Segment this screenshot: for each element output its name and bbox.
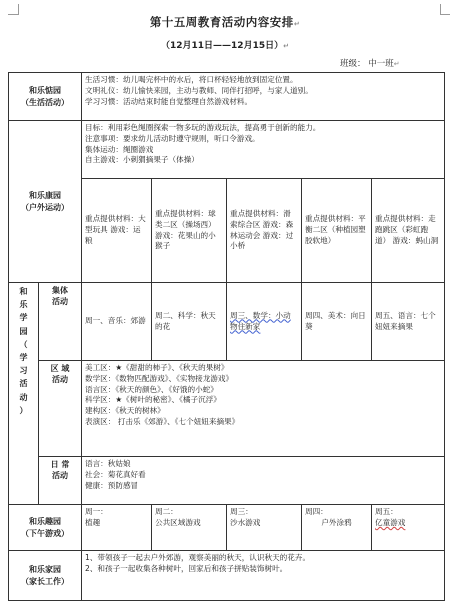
outdoor-content: [82, 121, 445, 179]
daily-activity-content: [82, 457, 445, 505]
daily-line: 社会：菊花真好看: [85, 469, 146, 479]
class-label: 班级： 中一班↵: [340, 59, 400, 69]
play-day-cell: 周三： 沙水游戏: [227, 505, 302, 551]
outdoor-line: 注意事项：要求幼儿活动时遵守规则，听口令游戏。: [85, 133, 260, 143]
daily-line: 健康：预防感冒: [85, 480, 139, 490]
group-activity-cell: 周五、语言：七个妞妞来摘果: [372, 283, 445, 361]
family-row: [9, 551, 445, 601]
outdoor-row: [9, 121, 445, 179]
outdoor-day-cell: 重点提供材料：大型玩具 游戏：运粮: [82, 179, 152, 283]
group-activity-cell: 周四、美术：向日葵: [302, 283, 372, 361]
play-heading: 和乐趣园 （下午游戏）: [9, 505, 82, 551]
living-line: 文明礼仪：幼儿愉快来园，主动与教师、同伴打招呼，与家人道别。: [85, 85, 313, 95]
daily-activity-label: 日 常 活动: [39, 457, 82, 505]
family-content: [82, 551, 445, 601]
play-day-cell: 周一： 植趣: [82, 505, 152, 551]
area-line: 美工区：★《甜甜的柿子》、《秋天的果树》: [85, 363, 229, 372]
area-activity-content: [82, 361, 445, 457]
living-line: 生活习惯：幼儿喝完杯中的水后，将口杯轻轻地放到固定位置。: [85, 75, 298, 84]
living-row: [9, 73, 445, 121]
outdoor-day-cell: 重点提供材料：平衡二区（种植园塑胶软地）: [302, 179, 372, 283]
area-line: 数学区：《数物匹配游戏》、《实物接龙游戏》: [85, 373, 234, 383]
area-line: 表演区： 打击乐《郊游》、《七个妞妞来摘果》: [85, 416, 240, 426]
document-title: 第十五周教育活动内容安排↵: [149, 15, 301, 29]
group-activity-cell: 周三、数学：小动物住新家: [227, 283, 302, 361]
outdoor-day-cell: 重点提供材料：球类二区（操场西） 游戏：花果山的小猴子: [152, 179, 227, 283]
play-row: [9, 505, 445, 551]
play-day-cell: 周四： 户外涂鸦: [302, 505, 372, 551]
outdoor-day-cell: 重点提供材料：走跑跳区（彩虹跑道） 游戏：蚂山洞: [372, 179, 445, 283]
play-day-cell: 周五： 亿童游戏: [372, 505, 445, 551]
play-day-cell: 周二： 公共区域游戏: [152, 505, 227, 551]
schedule-table: [8, 72, 445, 601]
study-daily-row: [9, 457, 445, 505]
group-activity-label: 集体 活动: [39, 283, 82, 361]
outdoor-line: 目标：利用彩色绳圈探索一物多玩的游戏玩法，提高勇于创新的能力。: [85, 123, 321, 132]
study-area-row: [9, 361, 445, 457]
family-line: 2、和孩子一起收集各种树叶，回家后和孩子拼贴装饰树叶。: [85, 563, 288, 573]
area-line: 语言区：《秋天的颜色》、《好饿的小蛇》: [85, 384, 218, 394]
area-line: 建构区：《秋天的树林》: [85, 406, 165, 416]
family-heading: 和乐家园 （家长工作）: [9, 551, 82, 601]
area-line: 科学区：★《树叶的秘密》、《橘子沉浮》: [85, 395, 221, 405]
area-activity-label: 区 域 活动: [39, 361, 82, 457]
outdoor-day-cell: 重点提供材料：滑索综合区 游戏：森林运动会 游戏：过小桥: [227, 179, 302, 283]
date-range: （12月11日——12月15日）↵: [161, 41, 289, 51]
outdoor-heading: 和乐康园 （户外运动）: [9, 121, 82, 283]
outdoor-line: 自主游戏：小刺猬摘果子（体操）: [85, 155, 199, 165]
living-content: [82, 73, 445, 121]
daily-line: 语言：秋姑娘: [85, 459, 131, 468]
group-activity-cell: 周二、科学：秋天的花: [152, 283, 227, 361]
outdoor-line: 集体运动：绳圈游戏: [85, 144, 154, 154]
study-group-row: [9, 283, 445, 361]
group-activity-cell: 周一、音乐：郊游: [82, 283, 152, 361]
family-line: 1、带领孩子一起去户外郊游，观察美丽的秋天，认识秋天的花卉。: [85, 553, 311, 562]
living-heading: 和乐惦园 （生活活动）: [9, 73, 82, 121]
study-heading: 和 乐 学 园 （ 学 习 活 动 ）: [9, 283, 39, 505]
living-line: 学习习惯：活动结束时能自觉整理自然游戏材料。: [85, 96, 253, 106]
